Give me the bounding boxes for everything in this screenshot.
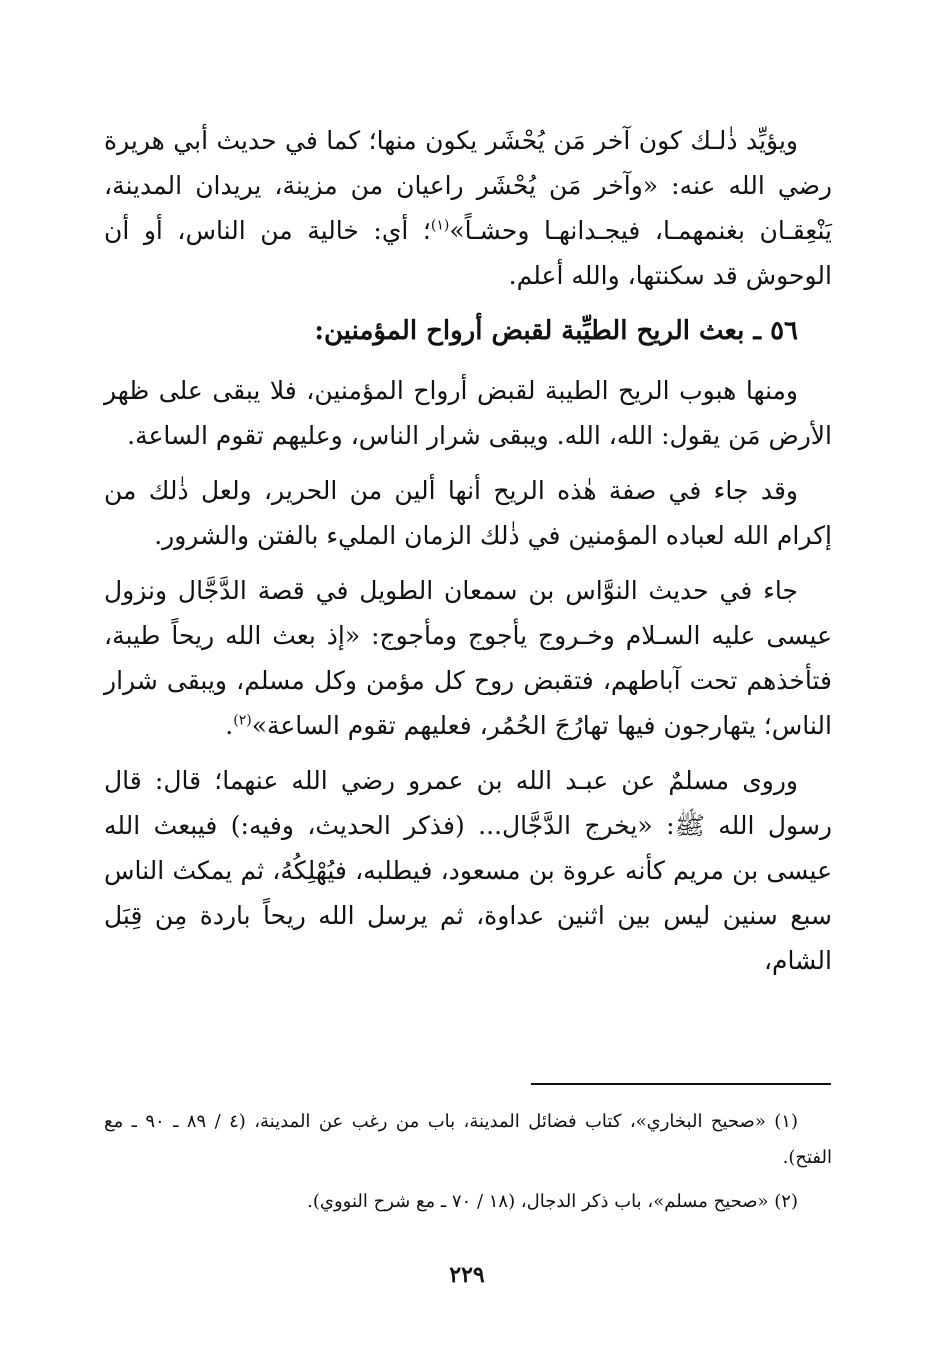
- paragraph-4-text: جاء في حديث النوَّاس بن سمعان الطويل في قصة الدَّجَّال ونزول عيسى عليه السـلام وخـروج يأجوج ومأجوج: «إذ بعث الله ريحاً طيبة، فتأخذهم تحت آباطهم، فتقبض روح كل مؤمن وكل مسلم، ويبقى شرار الناس؛ يتهارجون فيها تهارُجَ الحُمُر، فعليهم تقوم الساعة»: [104, 576, 832, 740]
- paragraph-2: ومنها هبوب الريح الطيبة لقبض أرواح المؤمنين، فلا يبقى على ظهر الأرض مَن يقول: الله، الله. ويبقى شرار الناس، وعليهم تقوم الساعة.: [104, 376, 832, 450]
- paragraph-1-tail: ؛ أي: خالية من الناس، أو أن الوحوش قد سكنتها، والله أعلم.: [104, 216, 832, 290]
- footnote-2: (٢) «صحيح مسلم»، باب ذكر الدجال، (١٨ / ٧٠ ـ مع شرح النووي).: [307, 1191, 798, 1212]
- footnote-ref-2: (٢): [233, 712, 252, 729]
- paragraph-4: [104, 568, 832, 748]
- paragraph-1: [104, 118, 832, 298]
- section-heading: ٥٦ ـ بعث الريح الطيِّبة لقبض أرواح المؤمنين:: [314, 316, 798, 346]
- paragraph-3: وقد جاء في صفة هٰذه الريح أنها ألين من الحرير، ولعل ذٰلك من إكرام الله لعباده المؤمنين في ذٰلك الزمان المليء بالفتن والشرور.: [104, 476, 832, 550]
- footnote-divider: [531, 1083, 831, 1085]
- page-number: ٢٢٩: [449, 1262, 485, 1288]
- main-text: [104, 118, 832, 993]
- paragraph-5: وروى مسلمٌ عن عبـد الله بن عمرو رضي الله عنهما؛ قال: قال رسول الله ﷺ: «يخرج الدَّجَّال... (فذكر الحديث، وفيه:) فيبعث الله عيسى بن مريم كأنه عروة بن مسعود، فيطلبه، فيُهْلِكُهُ، ثم يمكث الناس سبع سنين ليس بين اثنين عداوة، ثم يرسل الله ريحاً باردة مِن قِبَل الشام،: [104, 766, 832, 975]
- paragraph-1-text: ويؤيِّد ذٰلـك كون آخر مَن يُحْشَر يكون منها؛ كما في حديث أبي هريرة رضي الله عنه: «وآخر مَن يُحْشَر راعيان من مزينة، يريدان المدينة، يَنْعِقـان بغنمهمـا، فيجـدانهـا وحشـاً»: [104, 126, 832, 245]
- footnotes: [104, 1104, 832, 1228]
- paragraph-4-tail: .: [225, 711, 234, 740]
- footnote-1: (١) «صحيح البخاري»، كتاب فضائل المدينة، باب من رغب عن المدينة، (٤ / ٨٩ ـ ٩٠ ـ مع الفتح).: [104, 1111, 832, 1168]
- footnote-ref-1: (١): [430, 217, 450, 234]
